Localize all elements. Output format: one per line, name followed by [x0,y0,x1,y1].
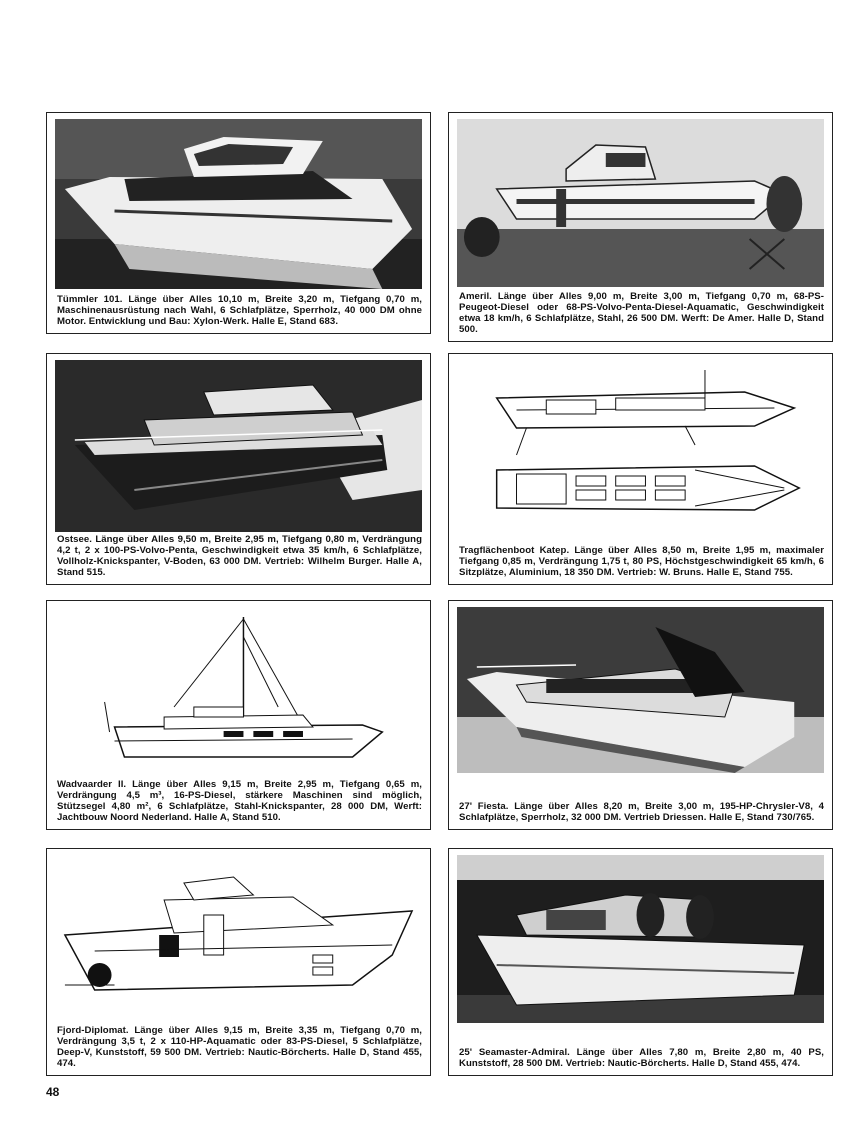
boat-card-ameril [448,112,833,342]
boat-caption-katep [459,545,824,578]
boat-specs: Länge über Alles 9,15 m, Breite 3,35 m, Tiefgang 0,70 m, Verdrängung 3,5 t, 2 x 110-HP-Aquamatic oder 83-PS-Diesel, 5 Schlafplätze, Deep-V, Kunststoff, 59 500 DM. Vertrieb: Nautic-Börcherts. Halle D, Stand 455, 474. [57,1025,422,1069]
boat-photo-tuemmler [55,119,422,289]
boat-drawing-katep [457,360,824,530]
boat-specs: Länge über Alles 9,15 m, Breite 2,95 m, Tiefgang 0,65 m, Verdrängung 4,5 m³, 16-PS-Diesel, stärkere Maschinen sind möglich, Stützsegel 4,80 m², 6 Schlafplätze, Stahl-Knickspanter, 28 000 DM, Werft: Jachtbouw Noord Nederland. Halle A, Stand 510. [57,779,423,823]
boat-photo-ostsee [55,360,422,532]
boat-caption-fjord-diplomat [57,1025,422,1069]
boat-card-fjord-diplomat [46,848,431,1076]
boat-specs: Länge über Alles 9,50 m, Breite 2,95 m, Tiefgang 0,80 m, Verdrängung 4,2 t, 2 x 100-PS-Volvo-Penta, Geschwindigkeit etwa 35 km/h, 6 Schlafplätze, Vollholz-Knickspanter, V-Boden, 63 000 DM. Vertrieb: Wilhelm Burger. Halle A, Stand 515. [57,534,422,578]
boat-name: Ostsee. [57,534,93,545]
boat-caption-seamaster-admiral [459,1047,824,1069]
boat-name: 27' Fiesta. [459,801,509,812]
boat-card-ostsee [46,353,431,585]
boat-name: Tragflächenboot Katep. [459,545,570,556]
boat-name: 25' Seamaster-Admiral. [459,1047,570,1058]
boat-caption-ameril [459,291,824,335]
boat-card-fiesta [448,600,833,830]
boat-card-katep [448,353,833,585]
boat-caption-tuemmler [57,294,422,327]
boat-name: Wadvaarder II. [57,779,127,790]
boat-drawing-wadvaarder [55,607,422,777]
boat-caption-ostsee [57,534,422,578]
boat-photo-fiesta [457,607,824,773]
boat-name: Ameril. [459,291,492,302]
boat-specs: Länge über Alles 8,50 m, Breite 1,95 m, maximaler Tiefgang 0,85 m, Verdrängung 1,75 t, 80 PS, Höchstgeschwindigkeit 65 km/h, 6 Sitzplätze, Aluminium, 18 350 DM. Vertrieb: W. Bruns. Halle E, Stand 755. [459,545,824,578]
page-number: 48 [46,1085,60,1099]
boat-card-wadvaarder [46,600,431,830]
boat-caption-fiesta [459,801,824,823]
boat-name: Tümmler 101. [57,294,123,305]
boat-caption-wadvaarder [57,779,422,823]
boat-card-tuemmler [46,112,431,334]
boat-specs: Länge über Alles 8,20 m, Breite 3,00 m, 195-HP-Chrysler-V8, 4 Schlafplätze, Sperrholz, 32 000 DM. Vertrieb Driessen. Halle E, Stand 730/765. [459,801,825,823]
boat-photo-seamaster-admiral [457,855,824,1023]
boat-card-seamaster-admiral [448,848,833,1076]
boat-drawing-fjord-diplomat [55,855,422,1023]
boat-photo-ameril [457,119,824,287]
boat-specs: Länge über Alles 9,00 m, Breite 3,00 m, Tiefgang 0,70 m, 68-PS-Peugeot-Diesel oder 68-PS-Volvo-Penta-Diesel-Aquamatic, Geschwindigkeit etwa 18 km/h, 6 Schlafplätze, Stahl, 26 500 DM. Werft: De Amer. Halle D, Stand 500. [459,291,825,335]
boat-name: Fjord-Diplomat. [57,1025,129,1036]
boat-specs: Länge über Alles 10,10 m, Breite 3,20 m, Tiefgang 0,70 m, Maschinenausrüstung nach Wahl, 6 Schlafplätze, Sperrholz, 40 000 DM ohne Motor. Entwicklung und Bau: Xylon-Werk. Halle E, Stand 683. [57,294,422,327]
boat-specs: Länge über Alles 7,80 m, Breite 2,80 m, 40 PS, Kunststoff, 28 500 DM. Vertrieb: Nautic-Börcherts. Halle D, Stand 455, 474. [459,1047,825,1069]
